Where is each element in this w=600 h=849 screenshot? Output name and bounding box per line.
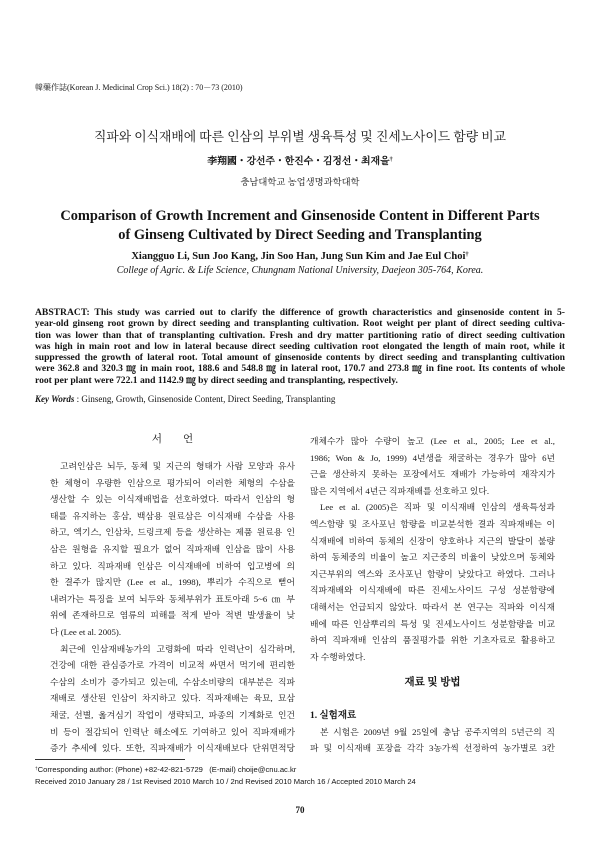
paragraph	[310, 724, 555, 757]
text-line: 개체수가 많아 수량이 높고 (Lee et al., 2005; Lee et al.,	[310, 436, 555, 446]
text-line: 채굴, 선별, 옮겨심기 작업이 생략되고, 파종의 기계화로 인건	[50, 709, 295, 720]
text-line: 재배로 생산된 인삼이 차지하고 있다. 직파재배는 육묘, 묘삼	[50, 693, 295, 704]
text-line: 1986; Won & Jo, 1999) 4년생을 채굴하는 경우가 많아 6년	[310, 452, 555, 463]
english-title	[20, 207, 580, 245]
section-heading-introduction: 서 언	[151, 434, 194, 445]
korean-title: 직파와 이식재배에 따른 인삼의 부위별 생육특성 및 진세노사이드 함량 비교	[93, 130, 506, 144]
page-number: 70	[295, 805, 305, 815]
text-line: 자 수행하였다.	[310, 651, 366, 662]
right-column-methods	[310, 724, 555, 757]
english-title-line: of Ginseng Cultivated by Direct Seeding and Transplanting	[118, 227, 482, 243]
paragraph	[310, 433, 555, 499]
text-line: 하여 동체중의 비율이 높고 지근중의 비율이 낮았으며 동체와	[310, 552, 555, 563]
text-line: 파 및 이식재배 포장을 각각 3농가씩 선정하여 농가별로 3칸	[310, 743, 555, 754]
corresponding-author-text: Corresponding author: (Phone) +82-42-821-5729 (E-mail) choije@cnu.ac.kr	[37, 765, 297, 774]
footnote-rule	[35, 759, 185, 760]
received-dates: Received 2010 January 28 / 1st Revised 2010 March 10 / 2nd Revised 2010 March 16 / Accepted 2010 March 24	[35, 777, 416, 786]
text-line: 수삼의 소비가 증가되고 있는데, 수삼소비량의 대부분은 직파	[50, 676, 295, 687]
journal-header: 韓藥作誌(Korean J. Medicinal Crop Sci.) 18(2) : 70－73 (2010)	[35, 83, 243, 92]
text-line: 건강에 대한 관심증가로 가격이 비교적 싸면서 먹기에 편리한	[50, 660, 295, 671]
text-line: 하고, 엑기스, 인삼차, 드링크제 등을 생산하는 제품 원료용 인	[50, 527, 295, 538]
paragraph	[50, 458, 295, 641]
abstract	[35, 307, 565, 386]
korean-authors	[0, 154, 600, 171]
text-line: root per plant were 722.1 and 1142.9 ㎎ by direct seeding and transplanting, respectively.	[35, 374, 398, 386]
text-line: 고려인삼은 뇌두, 동체 및 지근의 형태가 사람 모양과 유사	[60, 461, 295, 471]
text-line: 한 결주가 많지만 (Lee et al., 1998), 뿌리가 수직으로 뻗어	[50, 577, 295, 588]
text-line: was high in main root and low in lateral because direct seeding cultivation root elongated the length of main root, while it	[35, 340, 565, 352]
abstract-body	[35, 318, 565, 386]
text-line: 내려가는 특징을 보여 뇌두와 동체부위가 표토아래 5~6 ㎝ 부	[50, 593, 295, 604]
text-line: tion was lower than that of transplanting cultivation. Fresh and dry matter partitioning ratio of direct seeding cultivation	[35, 329, 565, 341]
footnote	[35, 764, 565, 787]
keywords-label: Key Words	[35, 394, 75, 404]
right-column	[310, 433, 555, 665]
left-column	[50, 458, 295, 757]
english-author-names: Xiangguo Li, Sun Joo Kang, Jin Soo Han, Jung Sun Kim and Jae Eul Choi	[131, 251, 466, 262]
keywords	[35, 392, 565, 406]
text-line: year-old ginseng root grown by direct seeding and transplanting cultivation. Root weight per plant of direct seeding cultiva-	[35, 318, 565, 330]
paragraph	[310, 499, 555, 665]
corresponding-mark: †	[389, 157, 393, 164]
abstract-text: This study was carried out to clarify the difference of growth characteristics and ginsenoside content in 5-	[94, 307, 565, 318]
text-line: 위에 존재하므로 염류의 피해를 적게 받아 적변 발생율이 낮	[50, 610, 295, 621]
text-line: 한 체형이 우량한 인삼으로 평가되어 이러한 체형의 수삼을	[50, 477, 295, 488]
paragraph	[50, 641, 295, 757]
text-line: were 362.8 and 320.3 ㎎ in main root, 188.6 and 548.8 ㎎ in lateral root, 170.7 and 273.8 ㎎ in fine root. Its contents of whole	[35, 363, 565, 375]
text-line: 엑스함량 및 조사포닌 함량을 비교분석한 결과 직파재배는 이	[310, 518, 555, 529]
text-line: 지근부위의 엑스와 조사포닌 함량이 낮았다고 하였다. 그러나	[310, 568, 555, 579]
text-line: 배에 따른 인삼뿌리의 특성 및 진세노사이드 성분함량을 비교	[310, 618, 555, 629]
keywords-text: : Ginseng, Growth, Ginsenoside Content, Direct Seeding, Transplanting	[76, 394, 336, 404]
corresponding-mark: †	[465, 251, 469, 259]
korean-author-names: 李翔國・강선주・한진수・김정선・최재을	[207, 156, 390, 167]
english-title-line: Comparison of Growth Increment and Ginsenoside Content in Different Parts	[60, 208, 540, 224]
abstract-label: ABSTRACT:	[35, 307, 90, 318]
text-line: 최근에 인삼재배농가의 고령화에 따라 인력난이 심각하며,	[60, 643, 295, 654]
text-line: 생산할 수 있는 이식재배법을 선호하였다. 따라서 인삼의 형	[50, 494, 295, 505]
abstract-first-line	[35, 307, 565, 318]
text-line: 근을 생산하지 못하는 포장에서도 재배가 가능하여 재작지가	[310, 469, 555, 480]
text-line: 하여 직파재배 인삼의 품질평가를 위한 기초자료로 활용하고	[310, 635, 555, 646]
text-line: Lee et al. (2005)은 직파 및 이식재배 인삼의 생육특성과	[320, 502, 555, 513]
text-line: 증가 추세에 있다. 또한, 직파재배가 이식재배보다 단위면적당	[50, 743, 295, 754]
text-line: 삼은 원형을 유지할 필요가 없어 직파재배 인삼을 많이 사용	[50, 543, 295, 554]
text-line: 많은 지역에서 4년근 직파재배를 선호하고 있다.	[310, 485, 490, 496]
text-line: 대해서는 언급되지 않았다. 따라서 본 연구는 직파와 이식재	[310, 601, 555, 612]
corresponding-mark: †	[35, 765, 38, 771]
text-line: 직파재배와 이식재배에 따른 진세노사이드 구성 성분함량에	[310, 585, 555, 596]
text-line: 하고 있다. 직파재배 인삼은 이식재배에 비하여 입고병에 의	[50, 560, 295, 571]
text-line: suppressed the growth of lateral root. Total amount of ginsenoside contents by direct seeding and transplanting cultivation	[35, 352, 565, 364]
korean-affiliation: 충남대학교 농업생명과학대학	[240, 178, 360, 188]
subsection-heading-materials: 1. 실험재료	[310, 711, 357, 721]
section-heading-methods: 재료 및 방법	[404, 677, 461, 688]
text-line: 태를 유지하는 홍삼, 백삼용 원료삼은 이식재배 수삼을 사용	[50, 510, 295, 521]
text-line: 비 등이 절감되어 인력난 해소에도 기여하고 있어 직파재배가	[50, 726, 295, 737]
text-line: 다 (Lee et al. 2005).	[50, 626, 122, 637]
english-affiliation: College of Agric. & Life Science, Chungnam National University, Daejeon 305-764, Korea.	[116, 265, 484, 276]
text-line: 식재배에 비하여 동체의 신장이 양호하나 지근의 발달이 불량	[310, 535, 555, 546]
corresponding-author-note	[35, 764, 565, 776]
text-line: 본 시험은 2009년 9월 25일에 충남 공주지역의 5년근의 직	[320, 726, 555, 737]
